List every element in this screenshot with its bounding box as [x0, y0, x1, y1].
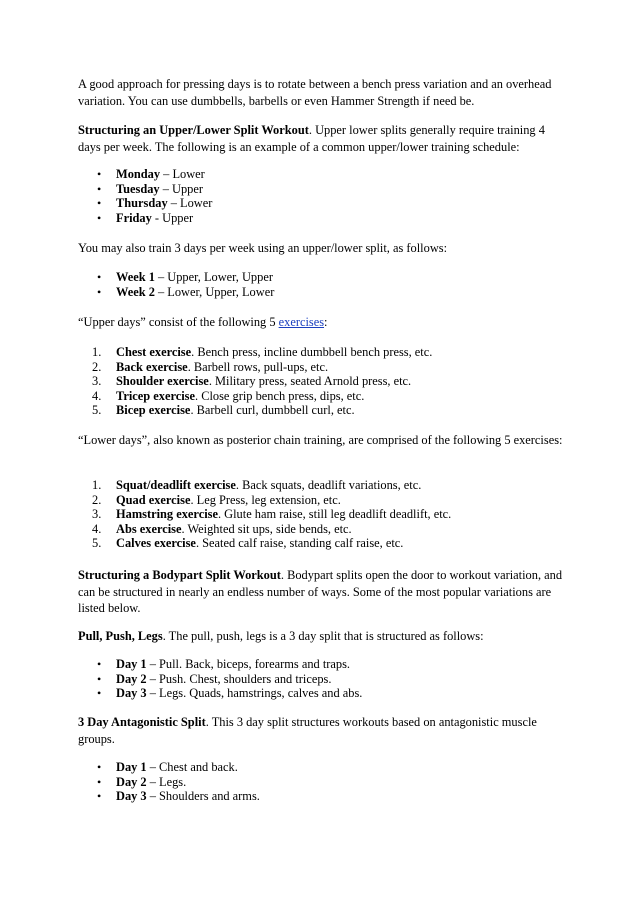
- exercise-value: . Bench press, incline dumbbell bench press, etc.: [191, 345, 433, 359]
- list-item: [78, 285, 564, 300]
- list-item: [78, 522, 564, 537]
- exercise-value: . Weighted sit ups, side bends, etc.: [181, 521, 352, 536]
- item-number: 2.: [92, 492, 102, 507]
- antagonistic-list: [78, 760, 564, 804]
- day-value: Lower: [172, 167, 205, 181]
- list-item: [78, 167, 564, 182]
- list-item: [78, 657, 564, 672]
- list-item: [78, 686, 564, 701]
- separator: -: [151, 210, 163, 225]
- ppl-list: [78, 657, 564, 701]
- item-number: 3.: [92, 374, 102, 389]
- paragraph-text: . The pull, push, legs is a 3 day split that is structured as follows:: [162, 629, 484, 643]
- lower-days-intro: [78, 432, 564, 449]
- upper-days-list: [78, 345, 564, 418]
- bullet-icon: •: [97, 196, 102, 211]
- list-item: [78, 345, 564, 360]
- exercise-label: Chest exercise: [116, 345, 192, 359]
- list-item: [78, 389, 564, 404]
- item-number: 1.: [92, 478, 102, 492]
- bodypart-paragraph: [78, 567, 564, 617]
- paragraph-text: A good approach for pressing days is to rotate between a bench press variation and an overhead variation. You can use dumbbells, barbells or even Hammer Strength if need be.: [78, 77, 552, 108]
- exercise-value: . Military press, seated Arnold press, etc.: [208, 374, 412, 389]
- day-label: Monday: [116, 167, 161, 181]
- separator: –: [167, 196, 181, 211]
- exercise-value: . Barbell rows, pull-ups, etc.: [187, 359, 329, 374]
- list-item: [78, 775, 564, 790]
- day-value: – Legs. Quads, hamstrings, calves and abs.: [146, 686, 363, 701]
- list-item: [78, 478, 564, 493]
- exercise-label: Tricep exercise: [116, 388, 196, 403]
- exercise-label: Bicep exercise: [116, 403, 191, 418]
- item-number: 3.: [92, 507, 102, 522]
- bullet-icon: •: [97, 760, 102, 774]
- list-item: [78, 270, 564, 285]
- section-heading: 3 Day Antagonistic Split: [78, 715, 206, 729]
- exercise-label: Shoulder exercise: [116, 374, 209, 389]
- list-item: [78, 182, 564, 197]
- list-item: [78, 672, 564, 687]
- list-item: [78, 360, 564, 375]
- bullet-icon: •: [97, 284, 102, 299]
- exercises-link[interactable]: exercises: [278, 315, 325, 329]
- day-label: Friday: [116, 210, 152, 225]
- section-heading: Structuring an Upper/Lower Split Workout: [78, 123, 309, 137]
- item-number: 2.: [92, 359, 102, 374]
- schedule-list: [78, 167, 564, 225]
- day-label: Thursday: [116, 196, 168, 211]
- paragraph-text: “Lower days”, also known as posterior chain training, are comprised of the following 5 exercises:: [78, 433, 563, 447]
- item-number: 1.: [92, 345, 102, 359]
- bullet-icon: •: [97, 789, 102, 804]
- bullet-icon: •: [97, 657, 102, 671]
- week-label: Week 2: [116, 284, 155, 299]
- section-heading: Pull, Push, Legs: [78, 629, 163, 643]
- paragraph-text: . This 3 day split structures workouts based on antagonistic muscle groups.: [78, 715, 537, 746]
- day-value: – Chest and back.: [146, 760, 238, 774]
- ppl-paragraph: [78, 628, 564, 645]
- day-label: Tuesday: [116, 181, 160, 196]
- item-number: 4.: [92, 521, 102, 536]
- paragraph-text: You may also train 3 days per week using an upper/lower split, as follows:: [78, 241, 448, 255]
- bullet-icon: •: [97, 270, 102, 284]
- day-value: – Push. Chest, shoulders and triceps.: [146, 671, 332, 686]
- upper-days-intro: [78, 314, 564, 331]
- separator: –: [160, 167, 173, 181]
- exercise-label: Back exercise: [116, 359, 188, 374]
- week-value: – Lower, Upper, Lower: [154, 284, 275, 299]
- exercise-label: Hamstring exercise: [116, 507, 218, 522]
- bullet-icon: •: [97, 210, 102, 225]
- item-number: 5.: [92, 536, 102, 551]
- list-item: [78, 536, 564, 551]
- day-label: Day 3: [116, 789, 147, 804]
- antagonistic-paragraph: [78, 714, 564, 747]
- exercise-value: . Barbell curl, dumbbell curl, etc.: [190, 403, 355, 418]
- list-item: [78, 760, 564, 775]
- exercise-label: Squat/deadlift exercise: [116, 478, 236, 492]
- item-number: 4.: [92, 388, 102, 403]
- day-label: Day 2: [116, 671, 147, 686]
- day-label: Day 1: [116, 760, 147, 774]
- upper-lower-paragraph: [78, 122, 564, 155]
- exercise-value: . Close grip bench press, dips, etc.: [195, 388, 365, 403]
- day-label: Day 3: [116, 686, 147, 701]
- paragraph-text: :: [324, 315, 328, 329]
- bullet-icon: •: [97, 686, 102, 701]
- day-value: Upper: [162, 210, 194, 225]
- three-day-intro: [78, 240, 564, 257]
- exercise-value: . Back squats, deadlift variations, etc.: [235, 478, 422, 492]
- day-value: Upper: [172, 181, 203, 196]
- exercise-label: Calves exercise: [116, 536, 196, 551]
- bullet-icon: •: [97, 774, 102, 789]
- list-item: [78, 493, 564, 508]
- exercise-value: . Leg Press, leg extension, etc.: [190, 492, 341, 507]
- list-item: [78, 507, 564, 522]
- pressing-days-paragraph: [78, 76, 564, 109]
- item-number: 5.: [92, 403, 102, 418]
- exercise-label: Quad exercise: [116, 492, 191, 507]
- weeks-list: [78, 270, 564, 299]
- day-label: Day 2: [116, 774, 147, 789]
- week-label: Week 1: [116, 270, 155, 284]
- bullet-icon: •: [97, 671, 102, 686]
- paragraph-text: . Bodypart splits open the door to workout variation, and can be structured in nearly an endless number of ways. Some of the most popular variations are listed below.: [78, 568, 563, 615]
- exercise-value: . Seated calf raise, standing calf raise, etc.: [195, 536, 404, 551]
- separator: –: [159, 181, 173, 196]
- day-label: Day 1: [116, 657, 147, 671]
- paragraph-text: . Upper lower splits generally require training 4 days per week. The following is an example of a common upper/lower training schedule:: [78, 123, 545, 154]
- lower-days-list: [78, 478, 564, 551]
- day-value: – Shoulders and arms.: [146, 789, 260, 804]
- paragraph-text: “Upper days” consist of the following 5: [78, 315, 279, 329]
- list-item: [78, 374, 564, 389]
- list-item: [78, 403, 564, 418]
- list-item: [78, 211, 564, 226]
- section-heading: Structuring a Bodypart Split Workout: [78, 568, 281, 582]
- day-value: Lower: [180, 196, 213, 211]
- list-item: [78, 789, 564, 804]
- list-item: [78, 196, 564, 211]
- exercise-label: Abs exercise: [116, 521, 182, 536]
- bullet-icon: •: [97, 167, 102, 181]
- day-value: – Legs.: [146, 774, 187, 789]
- bullet-icon: •: [97, 181, 102, 196]
- exercise-value: . Glute ham raise, still leg deadlift deadlift, etc.: [217, 507, 452, 522]
- day-value: – Pull. Back, biceps, forearms and traps.: [146, 657, 351, 671]
- week-value: – Upper, Lower, Upper: [154, 270, 273, 284]
